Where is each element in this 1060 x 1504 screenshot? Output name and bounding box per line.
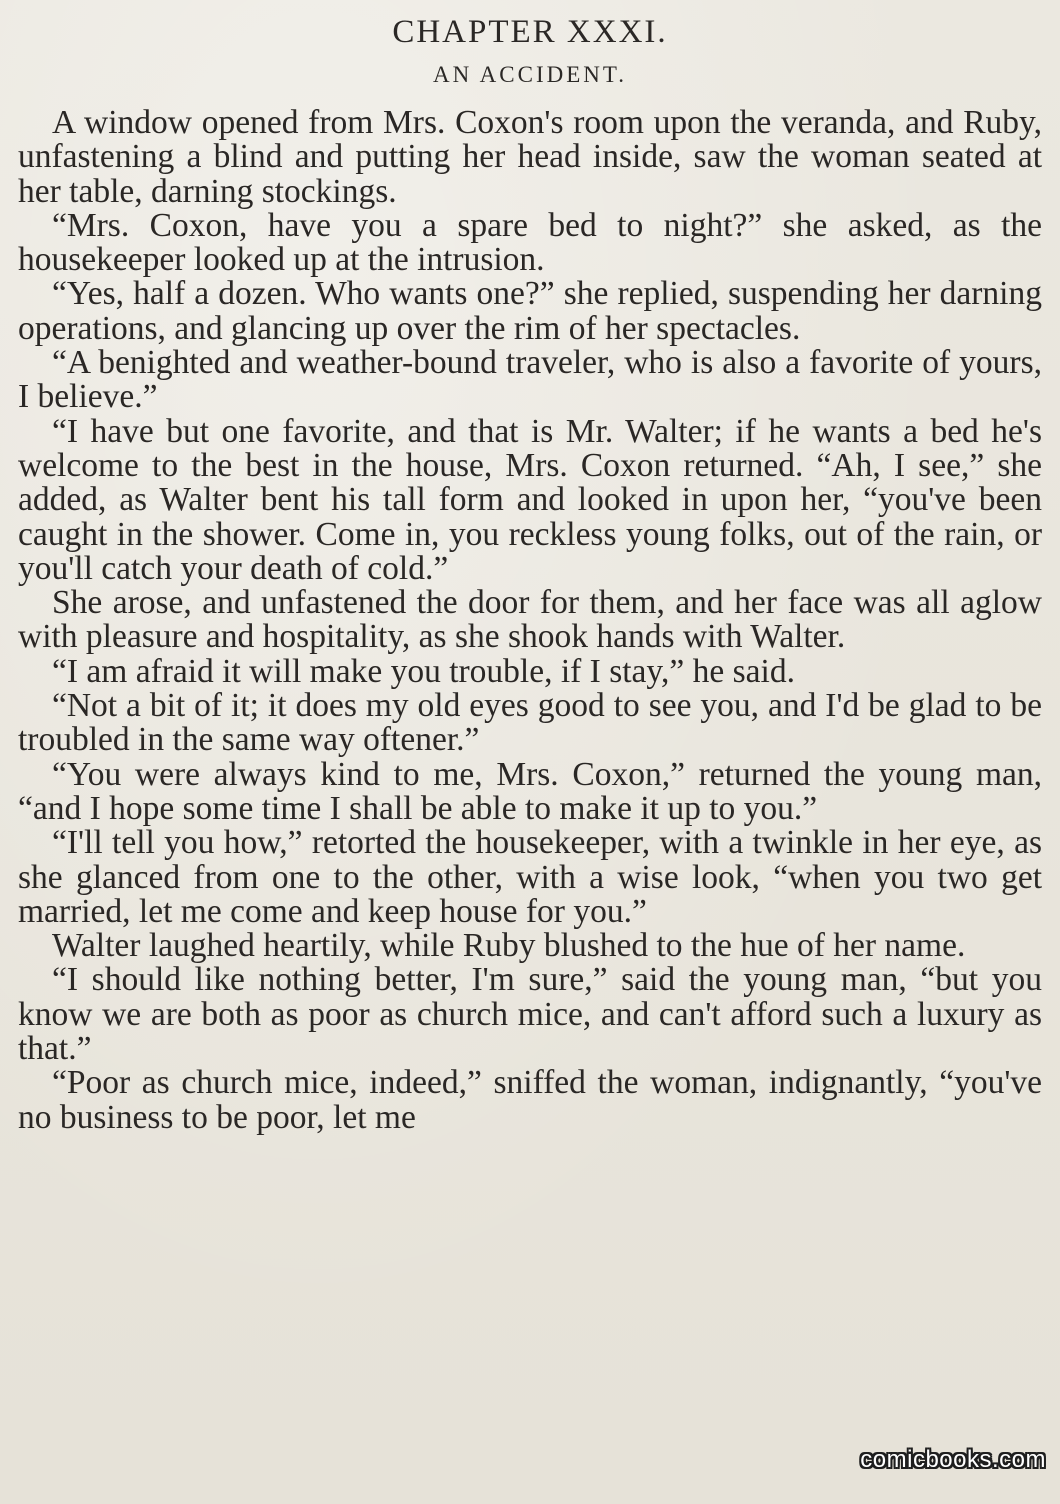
paragraph: “Poor as church mice, indeed,” sniffed the woman, indignantly, “you've no business to be poor, let me	[18, 1064, 1042, 1136]
paragraph: “Mrs. Coxon, have you a spare bed to night?” she asked, as the housekeeper looked up at the intrusion.	[18, 206, 1042, 279]
paragraph: She arose, and unfastened the door for them, and her face was all aglow with pleasure and hospitality, as she shook hands with Walter.	[18, 584, 1042, 656]
site-watermark: comicbooks.com	[860, 1446, 1046, 1473]
paragraph: “I have but one favorite, and that is Mr. Walter; if he wants a bed he's welcome to the best in the house, Mrs. Coxon returned. “Ah, I see,” she added, as Walter bent his tall form and looked in upon her, “you've been caught in the shower. Come in, you reckless young folks, out of the rain, or you'll catch your death of cold.”	[18, 412, 1042, 587]
paragraph: Walter laughed heartily, while Ruby blushed to the hue of her name.	[52, 927, 966, 965]
paragraph: “A benighted and weather-bound traveler, who is also a favorite of yours, I believe.”	[18, 344, 1042, 416]
chapter-title: CHAPTER XXXI.	[392, 14, 668, 50]
chapter-subtitle: AN ACCIDENT.	[432, 62, 627, 87]
paragraph: “Not a bit of it; it does my old eyes good to see you, and I'd be glad to be troubled in the same way oftener.”	[18, 687, 1042, 759]
paragraph: “I'll tell you how,” retorted the housekeeper, with a twinkle in her eye, as she glanced from one to the other, with a wise look, “when you two get married, let me come and keep house for you.”	[18, 824, 1042, 930]
paragraph: “I am afraid it will make you trouble, if I stay,” he said.	[52, 652, 795, 690]
paragraph: “Yes, half a dozen. Who wants one?” she replied, suspending her darning operations, and glancing up over the rim of her spectacles.	[18, 275, 1042, 347]
paragraph: “You were always kind to me, Mrs. Coxon,” returned the young man, “and I hope some time I shall be able to make it up to you.”	[18, 755, 1042, 827]
story-text	[18, 106, 1042, 1135]
paragraph: A window opened from Mrs. Coxon's room upon the veranda, and Ruby, unfastening a blind and putting her head inside, saw the woman seated at her table, darning stockings.	[18, 104, 1042, 210]
paragraph: “I should like nothing better, I'm sure,” said the young man, “but you know we are both as poor as church mice, and can't afford such a luxury as that.”	[18, 961, 1042, 1068]
